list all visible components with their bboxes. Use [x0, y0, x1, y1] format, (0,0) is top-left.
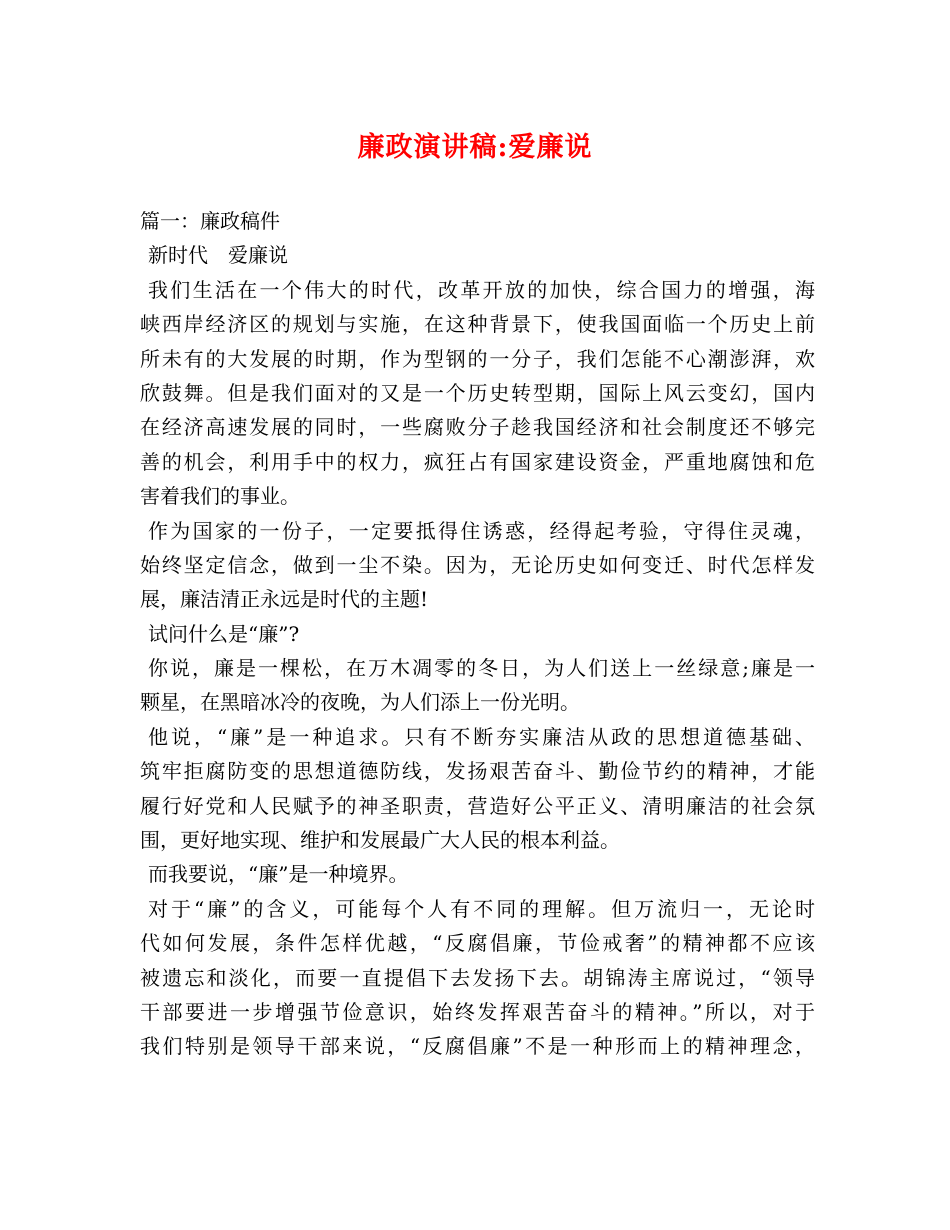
paragraph-line: 在经济高速发展的同时，一些腐败分子趁我国经济和社会制度还不够完: [140, 415, 815, 440]
paragraph: [140, 857, 815, 891]
paragraph-line: 对于“廉”的含义，可能每个人有不同的理解。但万流归一，无论时: [148, 896, 815, 921]
document-title: 廉政演讲稿:爱廉说: [357, 132, 593, 163]
paragraph-line: 峡西岸经济区的规划与实施，在这种背景下，使我国面临一个历史上前: [140, 312, 815, 337]
paragraph: [140, 617, 815, 651]
subheading: 新时代 爱廉说: [148, 243, 288, 268]
paragraph-line: 围，更好地实现、维护和发展最广大人民的根本利益。: [140, 828, 620, 853]
paragraph-line: 他说，“廉”是一种追求。只有不断夯实廉洁从政的思想道德基础、: [148, 724, 815, 749]
paragraph-line: 展，廉洁清正永远是时代的主题!: [140, 587, 429, 612]
document-body: [140, 204, 815, 1064]
paragraph-line: 你说，廉是一棵松，在万木凋零的冬日，为人们送上一丝绿意;廉是一: [148, 656, 815, 681]
paragraph-line: 所未有的大发展的时期，作为型钢的一分子，我们怎能不心潮澎湃，欢: [140, 346, 815, 371]
paragraph-line: 试问什么是“廉”?: [148, 621, 300, 646]
paragraph-line: 害着我们的事业。: [140, 484, 300, 509]
paragraph-line: 我们特别是领导干部来说，“反腐倡廉”不是一种形而上的精神理念，: [140, 1034, 815, 1059]
paragraph-line: 代如何发展，条件怎样优越，“反腐倡廉，节俭戒奢”的精神都不应该: [140, 931, 815, 956]
paragraph-line: 始终坚定信念，做到一尘不染。因为，无论历史如何变迁、时代怎样发: [140, 552, 815, 577]
paragraph: [140, 651, 815, 720]
paragraph-line: 我们生活在一个伟大的时代，改革开放的加快，综合国力的增强，海: [148, 277, 815, 302]
paragraph-line: 善的机会，利用手中的权力，疯狂占有国家建设资金，严重地腐蚀和危: [140, 449, 815, 474]
paragraph: [140, 720, 815, 858]
paragraph-line: 筑牢拒腐防变的思想道德防线，发扬艰苦奋斗、勤俭节约的精神，才能: [140, 759, 815, 784]
paragraph-line: 作为国家的一份子，一定要抵得住诱惑，经得起考验，守得住灵魂，: [148, 518, 815, 543]
paragraph-line: 履行好党和人民赋予的神圣职责，营造好公平正义、清明廉洁的社会氛: [140, 793, 815, 818]
paragraph: [140, 273, 815, 514]
paragraph-line: 颗星，在黑暗冰冷的夜晚，为人们添上一份光明。: [140, 690, 580, 715]
section-heading: 篇一：廉政稿件: [140, 209, 280, 233]
paragraph-line: 被遗忘和淡化，而要一直提倡下去发扬下去。胡锦涛主席说过，“领导: [140, 965, 815, 990]
paragraph-line: 欣鼓舞。但是我们面对的又是一个历史转型期，国际上风云变幻，国内: [140, 380, 815, 405]
paragraph: [140, 514, 815, 617]
paragraph-line: 干部要进一步增强节俭意识，始终发挥艰苦奋斗的精神。”所以，对于: [140, 999, 815, 1024]
paragraph: [140, 892, 815, 1064]
paragraph-line: 而我要说，“廉”是一种境界。: [148, 862, 409, 887]
